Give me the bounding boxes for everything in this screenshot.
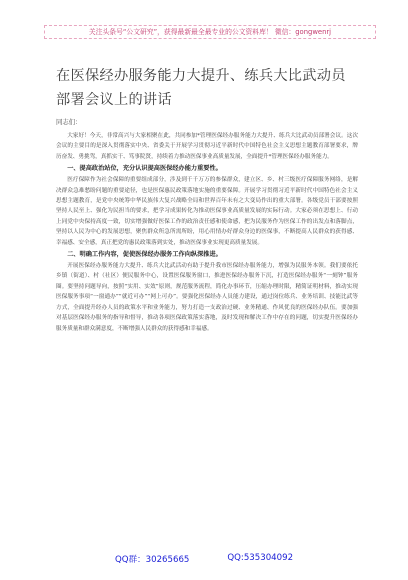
greeting: 同志们： [56, 118, 82, 126]
section-heading: 一、提高政治站位，充分认识提高医保经办能力重要性。 [67, 165, 222, 173]
body-paragraph: 大家好！今天，非常高兴与大家相聚在此，共同参加*管理医保经办服务能力大提升、练兵大比武动员部署会议。这次会议的主要目的是深入贯彻落实中央、省委关于开展学习贯彻习近平新时代中国特色社会主义思想主题教育部署要求，牌历奋发、勇挑驾，真抓实干、笃事院贤，持续着力推动医保事业高质量发展，全面提升*管理医保经办服务能力。 [56, 133, 358, 160]
section-heading: 二、明确工作内容，促使医保经办服务工作向纵深推进。 [67, 251, 222, 259]
footer-qq-group: QQ群：30265665 [114, 555, 190, 565]
document-body [56, 131, 358, 550]
footer-qq: QQ:535304092 [227, 553, 294, 563]
footer [0, 553, 408, 565]
body-paragraph: 开展医保经办服务能力大提升、练兵大比武活动有助于提升我市医保经办服务能力，增强为民服务本领。我们要依托乡镇（街道）、村（社区）便民服务中心，设置医保服务窗口，推进医保经办服务下沉，打造医保经办服务“一刻钟”服务圈。要坚持问题导向，按照“实用、实效”原则，规范服务流程，简化办事环节，压缩办理时限，精简证明材料，推动实现医保服务事项“一窗通办”“就近可办”“网上可办”。要强化医保经办人员能力建设，通过岗位练兵、业务培训、技能比武等方式，全面提升经办人员的政策水平和业务能力，努力打造一支政治过硬、业务精通、作风优良的医保经办队伍。要加强对基层医保经办服务的指导和督导，推动各项医保政策落实落地，及时发现和解决工作中存在的问题，切实提升医保经办服务质量和群众满意度，不断增强人民群众的获得感和幸福感。 [56, 263, 358, 332]
header-banner: 关注头条号“公文研究”，获得最新最全最专业的公文资料库！ 微信：gongwenrj [44, 25, 376, 39]
page-title: 在医保经办服务能力大提升、练兵大比武动员部署会议上的讲话 [56, 68, 346, 108]
body-paragraph: 医疗保障作为社会保障的重要组成部分，涉及到千千万万的参保群众，建立区、乡、村三级医疗保障服务网络，是解决群众急难愁盼问题的重要途径，也是医保惠民政策落地实施的重要保障。开展学习贯彻习近平新时代中国特色社会主义思想主题教育，是党中央统筹中华民族伟大复兴战略全局和世界百年未有之大变局作出的重大部署。各级党员干部要按照坚持人民至上、强化为民担当的要求，把学习成果转化为推动医保事业高质量发展的实际行动。大家必须在思想上、行动上同党中央保持高度一致，切实增强做好医保工作的政治责任感和使命感，把为民服务作为医保工作的出发点和落脚点，坚持以人民为中心的发展思想，聚焦群众所急所需所盼，用心用情办好群众身边的医保事，不断提高人民群众的获得感、幸福感、安全感，真正把党的惠民政策落到实处，推动医保事业实现更高质量发展。 [56, 177, 358, 246]
